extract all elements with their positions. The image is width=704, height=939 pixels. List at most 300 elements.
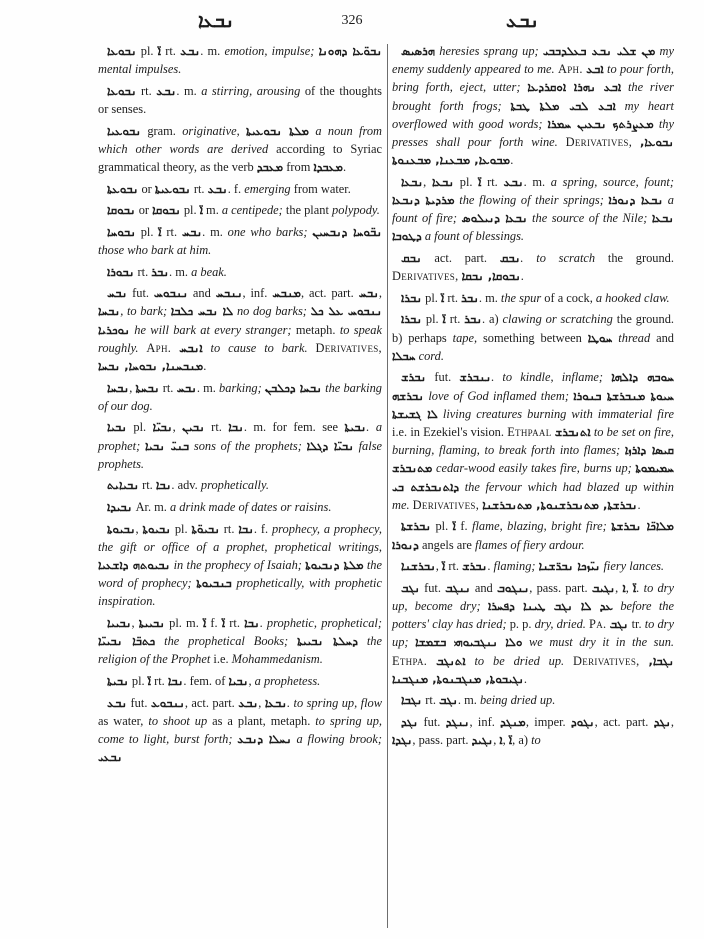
entry-text: pl. m.: [164, 615, 203, 630]
definition-text: clawing or scratching: [502, 312, 613, 327]
entry-text: rt.: [136, 83, 157, 98]
syriac-word: ܘܠܐ ܢܢܓܒܝܘܗܝ ܒܫܡܫܐ: [415, 635, 523, 650]
syriac-word: ܢܒܐ: [244, 615, 260, 630]
syriac-word: ܢܒܚ: [176, 380, 197, 395]
syriac-word: ܢܢܒܘܚ: [153, 286, 189, 301]
entry-text: gram.: [141, 123, 183, 138]
definition-text: a drink made of dates or raisins.: [170, 499, 332, 514]
syriac-word: ܢܒܥܐ: [401, 174, 424, 189]
entry-text: rt.: [134, 264, 152, 279]
entry-text: ,: [129, 380, 136, 395]
grammar-label: Derivatives,: [392, 269, 459, 284]
syriac-word: ܢܒܝܬܐ: [107, 673, 129, 688]
syriac-word: ܢܒܝܘܬܐ: [107, 521, 136, 536]
definition-text: the source of the Nile;: [527, 211, 652, 226]
entry-text: , a): [512, 733, 532, 748]
entry-text: ,: [493, 733, 500, 748]
syriac-word: ܢܓܝܒ: [591, 580, 616, 595]
entry-text: pl.: [180, 203, 200, 218]
definition-text: heresies sprang up;: [435, 44, 543, 58]
entry-text: . adv.: [171, 478, 201, 493]
definition-text: we must dry it in the sun.: [522, 635, 674, 650]
definition-text: a beak.: [191, 264, 227, 279]
entry-text: .: [523, 671, 528, 686]
entry-text: rt.: [159, 380, 177, 395]
definition-text: false prophets.: [98, 438, 383, 471]
entry-text: and: [470, 580, 497, 595]
syriac-word: ܐ̈: [147, 673, 151, 688]
entry-text: ,: [423, 174, 432, 189]
entry-text: or: [135, 203, 153, 218]
entry-text: the plant: [282, 203, 332, 218]
grammar-label: Derivatives,: [565, 135, 633, 150]
entry-text: from: [283, 160, 314, 174]
grammar-label: Pa.: [589, 617, 607, 632]
syriac-word: ܢܢܓܕ: [445, 715, 470, 730]
entry-text: .: [259, 615, 267, 630]
syriac-word: ܐ̈: [441, 559, 446, 574]
syriac-word: ܢܒܐ: [155, 478, 172, 493]
definition-text: the barking of our dog.: [98, 380, 382, 413]
syriac-word: ܡܥܒܕܐ: [313, 160, 344, 174]
entry-text: . m.: [196, 380, 220, 395]
dictionary-entry: [98, 379, 382, 415]
definition-text: the river brought forth frogs;: [392, 80, 675, 113]
definition-text: no dog barks;: [233, 304, 311, 319]
dictionary-entry: [98, 284, 382, 375]
syriac-word: ܚܘܒܗ ܕܐܠܗܐ ܢܒܪܫܗ: [392, 370, 674, 403]
definition-text: flaming;: [493, 559, 539, 574]
entry-text: pl.: [431, 519, 453, 534]
entry-text: .: [637, 497, 641, 512]
dictionary-entry: [392, 289, 674, 307]
entry-text: i.e. in Ezekiel's vision.: [392, 425, 508, 440]
definition-text: flames of fiery ardour.: [474, 537, 585, 552]
entry-text: ,: [625, 580, 634, 595]
entry-text: rt.: [151, 673, 168, 688]
entry-text: , pass. part.: [412, 733, 472, 748]
syriac-word: ܢܒܘܥܬܐ: [107, 181, 139, 196]
syriac-word: ܢܒܪܐ: [401, 312, 423, 327]
syriac-word: ܒܢܒܝܘܬܐ: [196, 576, 232, 591]
definition-text: the word of prophecy;: [98, 557, 383, 591]
entry-text: of the thoughts or senses.: [98, 83, 383, 116]
syriac-word: ܥܕ ܠܐ ܢܓܒ ܛܝܢܐ ܕܦܚܪܐ: [487, 599, 614, 614]
syriac-word: ܡܢܓܕ: [500, 715, 526, 730]
entry-text: as water,: [98, 713, 149, 728]
syriac-word: ܡܥܒܕ: [256, 160, 284, 174]
syriac-word: ܢܒܚܐ: [98, 304, 121, 319]
definition-text: a spring, source, fount;: [550, 174, 674, 189]
definition-text: a centipede;: [221, 203, 283, 218]
entry-text: p. p.: [506, 617, 535, 632]
entry-text: . m.: [176, 83, 202, 98]
entry-text: metaph.: [291, 322, 340, 337]
entry-text: ,: [670, 715, 674, 730]
definition-text: cedar-wood easily takes fire, burns up;: [432, 461, 636, 476]
syriac-word: ܢܒܥ: [238, 695, 259, 710]
syriac-word: ܢܒܘܥܐ, ܡܒܘܥܐ, ܡܒܥܢܐ, ܡܒܥܢܘܬܐ: [392, 135, 674, 168]
entry-text: , inf.: [469, 715, 501, 730]
dictionary-entry: [392, 691, 674, 709]
syriac-word: ܢܒܥܐ ܕܢܘܪܐ: [608, 193, 664, 208]
entry-text: and: [188, 286, 216, 301]
entry-text: ,: [135, 521, 143, 536]
syriac-word: ܚܘܛܐ: [587, 330, 613, 345]
entry-text: Ar. m.: [132, 499, 170, 514]
definition-text: to dry up;: [392, 617, 674, 650]
syriac-word: ܡܠܐܟ̈ܐ ܢܒܪܫܬܐ ܕܢܘܪܐ: [392, 519, 674, 552]
syriac-word: ܢܒܪܐ: [401, 290, 423, 305]
syriac-word: ܢܒܪܫܢܐ: [401, 559, 436, 574]
definition-text: dry, dried.: [534, 617, 586, 632]
entry-text: ,: [131, 615, 139, 630]
definition-text: my enemy suddenly appeared to me.: [392, 44, 674, 77]
syriac-word: ܢܒܪܫܬܐ, ܡܬܢܒܪܫܢܘܬܐ, ܡܬܢܒܪܫܢܐ: [482, 497, 638, 512]
syriac-word: ܢܒܘܥܐ: [107, 44, 137, 58]
page-number: 326: [341, 13, 363, 28]
syriac-word: ܢܓܒܐ, ܢܓܝܒܘܬܐ, ܡܢܓܒܢܘܬܐ, ܡܢܓܒܢܐ: [392, 653, 674, 686]
definition-text: . to dry up, become dry;: [392, 580, 674, 614]
entry-text: fut.: [127, 286, 154, 301]
entry-text: i.e.: [210, 652, 232, 667]
syriac-word: ܢܢܒܘܚ ܥܠ ܟܠ ܢܘܟܪܝܐ: [98, 304, 383, 337]
definition-text: in the prophecy of Isaiah;: [170, 557, 306, 572]
entry-text: ,: [615, 580, 623, 595]
entry-text: . f.: [253, 521, 272, 536]
entry-text: .: [520, 269, 524, 284]
definition-text: to be dried up.: [465, 653, 565, 668]
dictionary-entry: [98, 520, 382, 611]
entry-text: rt.: [225, 615, 245, 630]
definition-text: tape,: [452, 330, 478, 345]
definition-text: to: [531, 733, 541, 748]
dictionary-entry: [98, 694, 382, 767]
definition-text: thread: [612, 330, 651, 345]
entry-text: rt.: [139, 478, 156, 493]
entry-text: pl.: [126, 420, 153, 435]
definition-text: cord.: [415, 348, 444, 363]
entry-text: . m.: [478, 290, 501, 305]
dictionary-entry: [392, 310, 674, 365]
dictionary-entry: [392, 517, 674, 553]
syriac-word: ܢܒܥܐ: [431, 174, 455, 189]
definition-text: prophetically, with prophetic inspiration.: [98, 576, 382, 609]
definition-text: , to bark;: [120, 304, 171, 319]
syriac-word: ܐ̈: [157, 44, 161, 58]
syriac-word: ܢܒܚ: [358, 286, 379, 301]
syriac-word: ܐ̈: [440, 290, 445, 305]
definition-text: prophecy, a prophecy, the gift or office of a prophet, prophetical writings,: [98, 521, 382, 554]
entry-text: tr.: [628, 617, 645, 632]
dictionary-entry: [98, 263, 382, 281]
entry-text: ,: [378, 286, 382, 301]
definition-text: . to spring up, flow: [287, 695, 383, 710]
entry-text: according to Syriac grammatical theory, as the verb: [98, 141, 382, 174]
entry-text: pl.: [135, 224, 159, 239]
syriac-word: ܐܒܥ: [586, 62, 604, 77]
definition-text: prophetic, prophetical;: [266, 615, 382, 630]
syriac-word: ܢܓܕܐ: [392, 733, 413, 748]
entry-text: . m.: [200, 44, 225, 58]
entry-text: , act. part.: [594, 715, 654, 730]
definition-text: a noun from which other words are derived: [98, 123, 382, 156]
grammar-label: Ethpa.: [392, 653, 428, 668]
syriac-word: ܢܒܝܕܐ: [107, 499, 133, 514]
entry-text: the ground.: [595, 251, 674, 266]
entry-text: .: [510, 153, 514, 168]
syriac-word: ܢܒܝܢ: [182, 420, 205, 435]
syriac-word: ܢܢܓܒ: [445, 580, 471, 595]
syriac-word: ܢܒܝܐ: [107, 420, 127, 435]
syriac-word: ܢܢܒܘܥ: [150, 695, 185, 710]
syriac-word: ܢܒܥܐ: [264, 695, 287, 710]
dictionary-entry: [98, 201, 382, 219]
definition-text: to be set on fire, burning, flaming, to break forth into flames;: [392, 425, 674, 458]
entry-text: fut.: [418, 715, 446, 730]
entry-text: rt.: [481, 174, 504, 189]
entry-text: [632, 135, 640, 149]
entry-text: fut.: [426, 370, 460, 385]
syriac-word: ܢܒܝܘܬܗ ܕܐܫܥܝܐ: [98, 557, 171, 572]
syriac-word: ܢܒܥ: [107, 695, 128, 710]
entry-text: . m. for fem. see: [243, 420, 345, 435]
dictionary-entry: [392, 42, 674, 169]
syriac-word: ܢܓܒ: [439, 693, 458, 708]
definition-text: being dried up.: [479, 693, 556, 708]
syriac-word: ܢܓܘܕ: [570, 715, 595, 730]
syriac-word: ܡܪܕܝܬܐ ܕܢܒܥܐ: [392, 193, 455, 208]
running-header: [0, 0, 704, 40]
column-divider: [387, 44, 388, 928]
entry-text: rt.: [219, 521, 239, 536]
syriac-word: ܐܢܒܚ: [179, 340, 203, 355]
definition-text: he will bark at every stranger;: [129, 322, 292, 337]
grammar-label: Ethpaal: [507, 425, 552, 440]
entry-text: . m.: [523, 174, 551, 189]
dictionary-entry: [98, 180, 382, 198]
entry-text: rt.: [422, 693, 440, 708]
entry-text: and: [650, 330, 674, 345]
definition-text: . to scratch: [520, 251, 596, 266]
entry-text: , inf.: [242, 286, 273, 301]
syriac-word: ܢܒ̈ܘܚܐ ܕܢܒܚܝܢ: [312, 224, 383, 239]
right-guide-word: ܢܒܥ: [506, 10, 539, 32]
syriac-word: ܢܒܩ: [401, 251, 422, 266]
syriac-word: ܢܓܒܐ: [401, 693, 423, 708]
syriac-word: ܢܒܘܥܐ: [107, 83, 137, 98]
entry-text: pl.: [128, 673, 148, 688]
entry-text: of a cock,: [541, 290, 596, 305]
syriac-word: ܢܒܥܐ ܕܢܝܠܘܣ: [461, 211, 528, 226]
definition-text: living creatures burning with immaterial fire: [437, 406, 674, 421]
definition-text: , a prophetess.: [248, 673, 321, 688]
syriac-word: ܐ: [499, 733, 503, 748]
syriac-word: ܡܠܬܐ ܢܒܘܥܝܬܐ: [246, 123, 310, 138]
entry-text: something between: [477, 330, 588, 345]
definition-text: those who bark at him.: [98, 242, 212, 257]
dictionary-entry: [98, 82, 382, 118]
definition-text: the prophetical Books;: [155, 634, 298, 649]
entry-text: fut.: [127, 695, 151, 710]
dictionary-entry: [392, 249, 674, 285]
definition-text: Mohammedanism.: [231, 652, 323, 667]
definition-text: the flowing of their springs;: [454, 193, 609, 208]
definition-text: a fount of fire;: [392, 193, 674, 226]
syriac-word: ܡܢܒܚܢܐ, ܢܒܘܚܐ, ܢܒܚܐ: [98, 358, 204, 373]
definition-text: emotion, impulse;: [224, 44, 319, 58]
definition-text: a flowing brook;: [291, 731, 383, 746]
entry-text: pl.: [170, 521, 192, 536]
syriac-word: ܚܡܝܡܘܬܐ ܕܐܬܢܒܪܫܬ ܒܝ: [392, 461, 674, 494]
entry-text: [558, 135, 566, 149]
right-column: [392, 42, 674, 753]
syriac-word: ܢܒܝܘܬܐ: [142, 521, 171, 536]
grammar-label: Aph.: [146, 340, 172, 355]
syriac-word: ܐ̈: [158, 224, 162, 239]
syriac-word: ܢܒܚܐ ܕܟܠܒܢ: [264, 380, 322, 395]
syriac-word: ܠܐ ܢܒܚ ܟܠܒܐ: [170, 304, 234, 319]
entry-text: .: [203, 358, 207, 373]
syriac-word: ܒܢܝ̈ ܢܒܝܐ: [144, 438, 190, 453]
entry-text: pl.: [422, 290, 441, 305]
entry-text: fut.: [419, 580, 446, 595]
definition-text: a fount of blessings.: [421, 229, 525, 244]
syriac-word: ܢܚܠܐ ܕܢܒܥ: [237, 731, 292, 746]
syriac-word: ܐܬܢܓܒ: [436, 653, 466, 668]
syriac-word: ܐ̈: [202, 615, 207, 630]
entry-text: f.: [455, 519, 473, 534]
syriac-word: ܢܒܘܩܐ: [107, 203, 136, 218]
dictionary-entry: [98, 122, 382, 177]
entry-text: .: [487, 559, 494, 574]
entry-text: rt.: [204, 420, 229, 435]
syriac-word: ܢܒܝܝܐ: [107, 615, 132, 630]
syriac-word: ܚܝܘܬܐ ܡܢܒܪܫܬܐ ܒܢܘܪܐ ܠܐ ܓܫܝܫܬܐ: [392, 388, 674, 421]
definition-text: to pour forth, bring forth, eject, utter;: [392, 62, 674, 95]
left-column: [98, 42, 382, 770]
syriac-word: ܢܓܒ: [609, 617, 629, 632]
syriac-word: ܐ: [622, 580, 626, 595]
dictionary-entry: [98, 476, 382, 494]
dictionary-entry: [392, 557, 674, 575]
entry-text: pl.: [422, 312, 443, 327]
definition-text: the religion of the Prophet: [98, 634, 382, 667]
definition-text: fiery lances.: [600, 559, 664, 574]
definition-text: love of God inflamed them;: [423, 388, 574, 403]
syriac-word: ܢܓܕ: [653, 715, 671, 730]
syriac-word: ܢܒܘܚܐ: [107, 224, 136, 239]
syriac-word: ܢܒܐ: [238, 521, 254, 536]
syriac-word: ܢܒܚܬܐ: [135, 380, 160, 395]
entry-text: rt.: [445, 559, 463, 574]
dictionary-entry: [392, 368, 674, 514]
entry-text: . m.: [169, 264, 192, 279]
definition-text: emerging: [244, 181, 291, 196]
syriac-word: ܢܢܒܚ: [215, 286, 243, 301]
entry-text: [564, 654, 573, 668]
entry-text: ,: [258, 695, 265, 710]
syriac-word: ܚܒܠܐ: [392, 348, 416, 363]
syriac-word: ܐ̈: [508, 733, 513, 748]
syriac-word: ܢܒܚܐ: [107, 380, 130, 395]
syriac-word: ܢܒܪܫ: [462, 559, 488, 574]
grammar-label: Aph.: [557, 62, 583, 77]
entry-text: , act. part.: [301, 286, 359, 301]
syriac-word: ܢܓܕ: [401, 715, 419, 730]
entry-text: from water.: [290, 181, 351, 196]
syriac-word: ܐܒܥ ܢܗܪܐ ܐܘܩܪܕܥܐ: [527, 80, 622, 95]
definition-text: my heart overflowed with good words;: [392, 98, 674, 131]
syriac-word: ܐ̈: [452, 519, 456, 534]
syriac-word: ܢܒܘܪܐ: [107, 264, 135, 279]
entry-text: .: [343, 160, 347, 174]
definition-text: a hooked claw.: [595, 290, 670, 305]
definition-text: one who barks;: [227, 224, 313, 239]
syriac-word: ܢܒܪ: [464, 312, 483, 327]
syriac-word: ܢܒܥ: [180, 44, 201, 58]
definition-text: barking;: [219, 380, 265, 395]
syriac-word: ܢܒܘܩܐ: [152, 203, 181, 218]
syriac-word: ܢܒܝܐ: [228, 673, 249, 688]
syriac-word: ܡܢ ܫܠܝ ܢܒܥ ܒܥܠܕܒܒܝ: [542, 44, 656, 58]
syriac-word: ܢܢܓܘܒ: [496, 580, 530, 595]
grammar-label: Derivatives,: [573, 653, 640, 668]
entry-text: , imper.: [525, 715, 571, 730]
syriac-word: ܟܬܒ̈ܐ ܢܒܝܝ̈ܐ: [98, 634, 156, 649]
syriac-word: ܢܒܝ̈ܐ ܕܓܠܐ: [306, 438, 354, 453]
syriac-word: ܢܒܐ: [167, 673, 184, 688]
definition-text: to spring up, come to light, burst forth;: [98, 713, 383, 746]
entry-text: pl.: [136, 44, 158, 58]
entry-text: f.: [206, 615, 222, 630]
syriac-word: ܢܒܪ: [151, 264, 170, 279]
definition-text: to speak roughly.: [98, 322, 383, 355]
syriac-word: ܢܒܥܐ ܕܛܘܒܐ: [392, 211, 674, 244]
syriac-word: ܗܪܣܝܣ: [401, 44, 436, 58]
entry-text: ,: [435, 559, 442, 574]
syriac-word: ܢܝ̈ܙܟܐ ܢܒܪ̈ܫܢܐ: [538, 559, 601, 574]
entry-text: rt.: [445, 312, 465, 327]
entry-text: as a plant, metaph.: [207, 713, 316, 728]
syriac-word: ܢܒܝܐܝܬ: [107, 478, 139, 493]
syriac-word: ܩܝܣܐ ܕܐܪܙܐ ܡܬܢܒܪܫ: [392, 443, 674, 476]
syriac-word: ܢܒܘܥܝܐ: [107, 123, 141, 138]
definition-text: flame, blazing, bright fire;: [472, 519, 612, 534]
syriac-word: ܢܒܐ: [228, 420, 244, 435]
grammar-label: Derivatives,: [315, 340, 382, 355]
definition-text: . a prophet;: [98, 420, 383, 453]
definition-text: thy presses shall pour forth wine.: [392, 116, 674, 150]
definition-text: to shoot up: [148, 713, 208, 728]
syriac-word: ܐ̈: [478, 174, 482, 189]
syriac-word: ܐ̈: [442, 312, 446, 327]
entry-text: ,: [172, 420, 183, 435]
syriac-word: ܢܒܘܩܐ, ܢܒܩܐ: [461, 269, 521, 284]
syriac-word: ܢܒܝܝܬܐ: [138, 615, 165, 630]
syriac-word: ܐ̈: [199, 203, 203, 218]
definition-text: prophetically.: [200, 478, 269, 493]
syriac-word: ܢܒܥܝ: [98, 750, 123, 765]
entry-text: [427, 654, 436, 668]
entry-text: . m.: [457, 693, 480, 708]
entry-text: m.: [202, 203, 222, 218]
entry-text: . fem. of: [183, 673, 229, 688]
entry-text: rt.: [444, 290, 462, 305]
entry-text: the ground. b) perhaps: [392, 312, 674, 345]
definition-text: polypody.: [332, 203, 380, 218]
syriac-word: ܢܒܚ: [181, 224, 203, 239]
